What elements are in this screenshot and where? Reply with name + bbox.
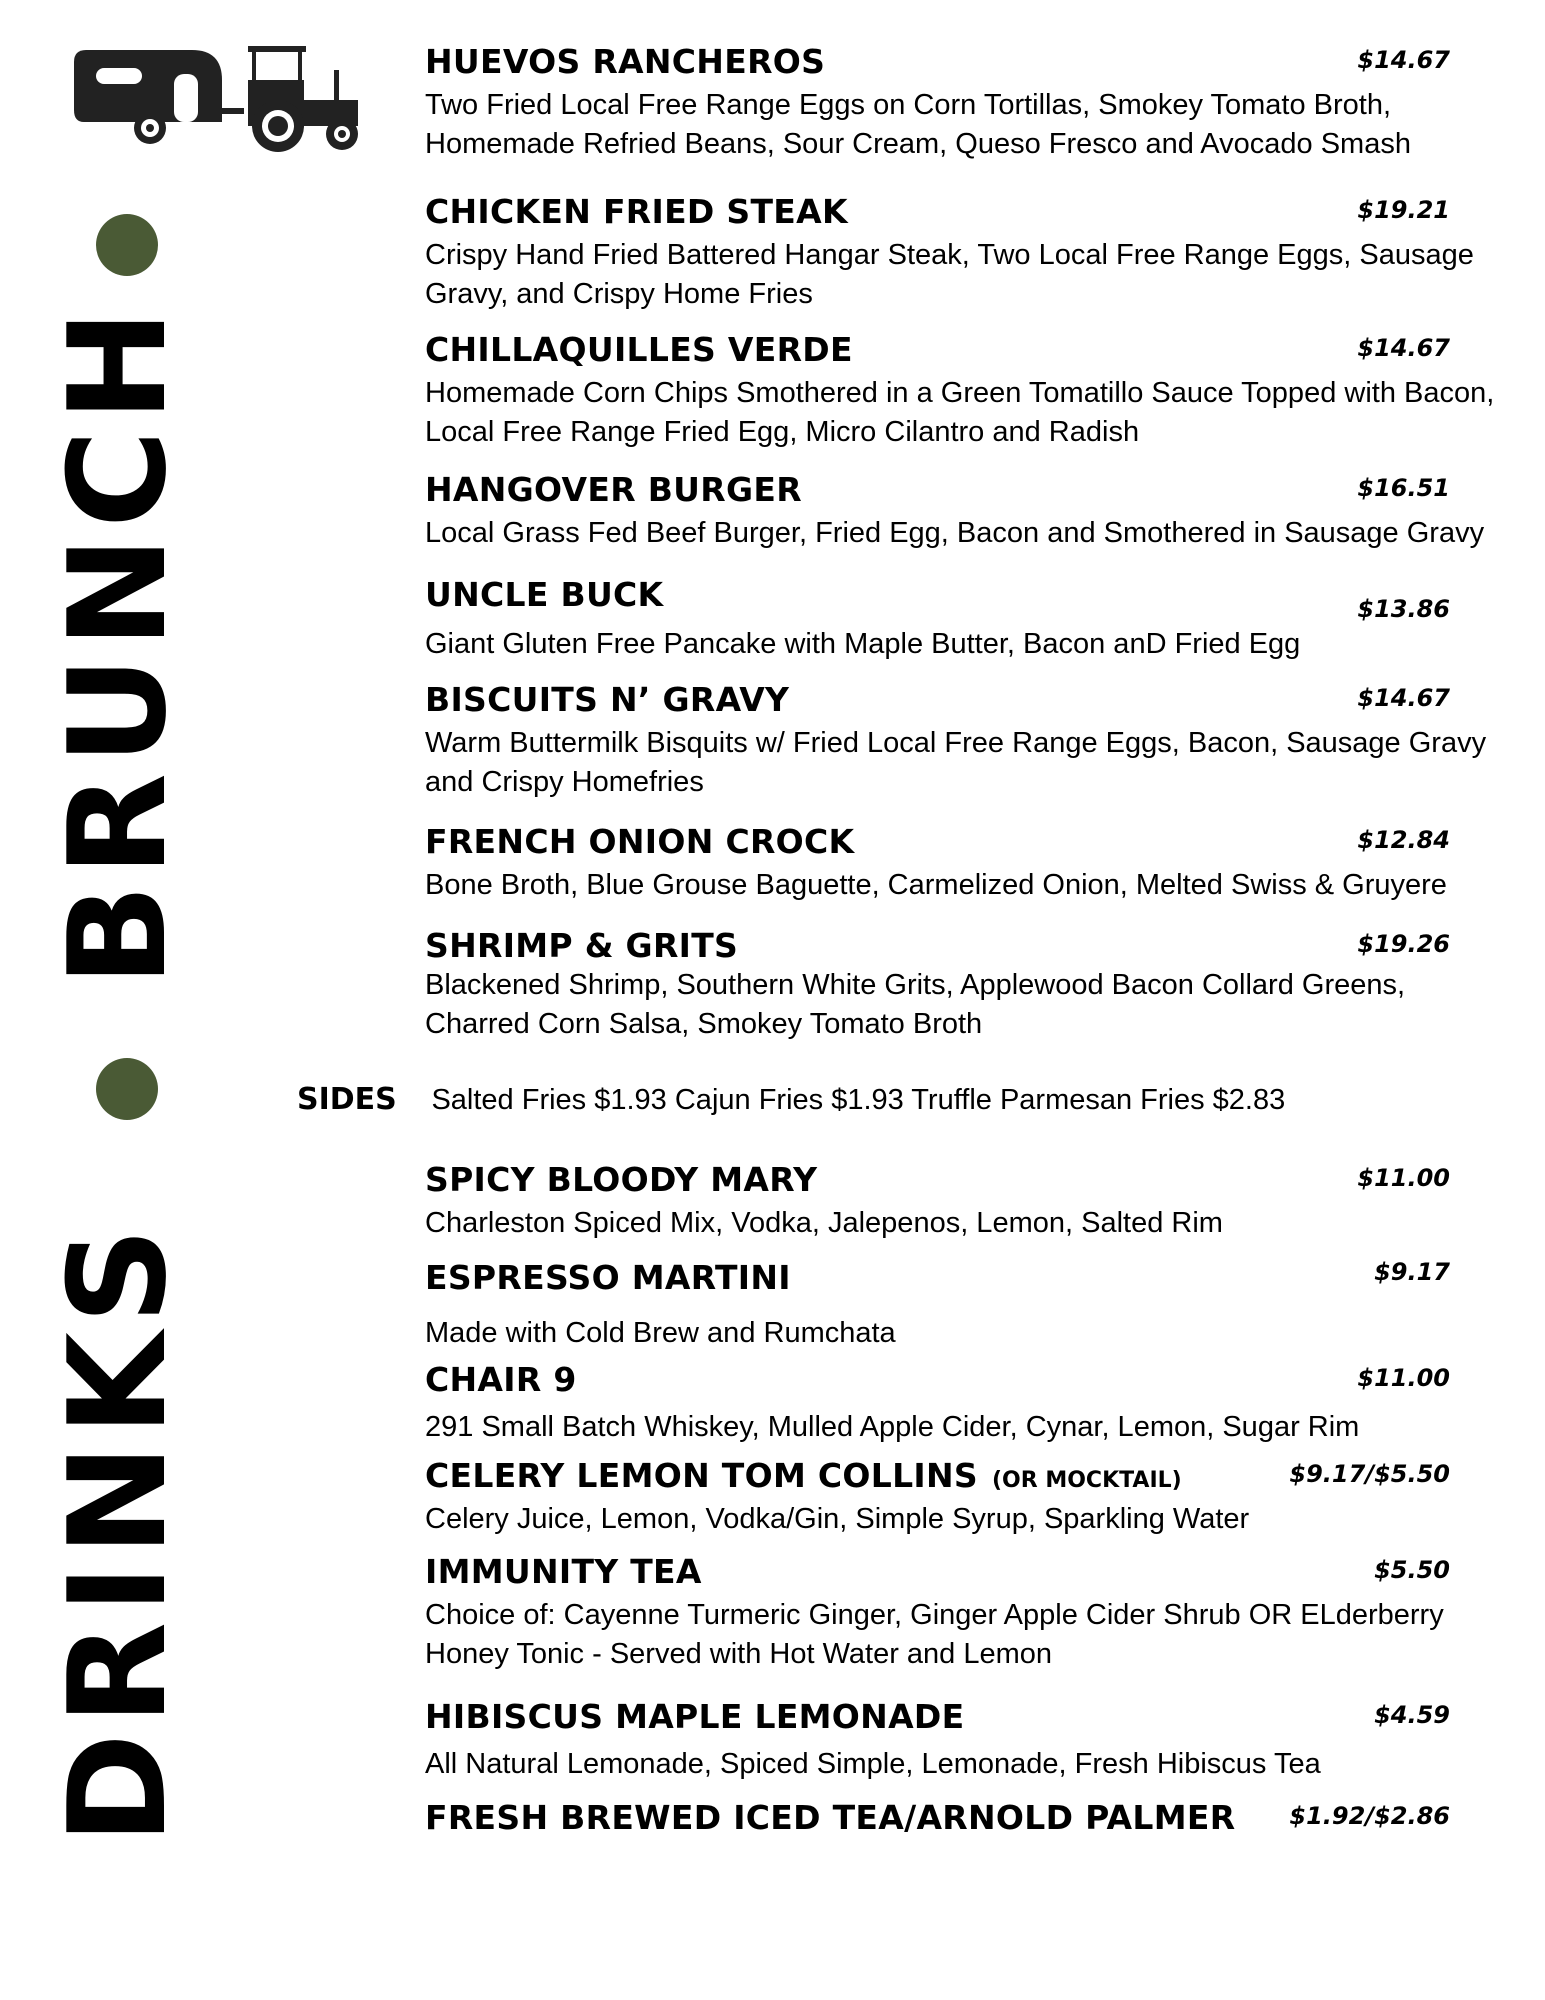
- item-title: BISCUITS N’ GRAVY: [425, 680, 790, 719]
- item-title: CELERY LEMON TOM COLLINS: [425, 1456, 978, 1495]
- item-note: (OR MOCKTAIL): [991, 1468, 1182, 1493]
- camper-tractor-icon: [72, 44, 368, 154]
- item-description: Celery Juice, Lemon, Vodka/Gin, Simple Syrup, Sparkling Water: [425, 1503, 1250, 1535]
- menu-item: [425, 192, 1495, 314]
- item-title: CHICKEN FRIED STEAK: [425, 192, 848, 231]
- menu-item: [425, 1552, 1495, 1674]
- item-description: 291 Small Batch Whiskey, Mulled Apple Cider, Cynar, Lemon, Sugar Rim: [425, 1411, 1360, 1443]
- item-description: Warm Buttermilk Bisquits w/ Fried Local Free Range Eggs, Bacon, Sausage Gravy and Crispy Homefries: [425, 727, 1487, 798]
- item-title: SPICY BLOODY MARY: [425, 1160, 818, 1199]
- tractor-window: [258, 58, 296, 80]
- menu-item: [425, 575, 1495, 664]
- item-title: HUEVOS RANCHEROS: [425, 42, 826, 81]
- item-description: Bone Broth, Blue Grouse Baguette, Carmelized Onion, Melted Swiss & Gruyere: [425, 869, 1447, 901]
- tractor-exhaust: [334, 70, 339, 100]
- item-description: Local Grass Fed Beef Burger, Fried Egg, Bacon and Smothered in Sausage Gravy: [425, 517, 1485, 549]
- camper-window: [96, 68, 142, 84]
- sides-label: SIDES: [297, 1082, 397, 1117]
- item-price: $13.86: [1357, 595, 1450, 623]
- separator-dot-top: [96, 214, 158, 276]
- item-description: Two Fried Local Free Range Eggs on Corn Tortillas, Smokey Tomato Broth, Homemade Refried Beans, Sour Cream, Queso Fresco and Avocado Smash: [425, 89, 1411, 160]
- sides-list: Salted Fries $1.93 Cajun Fries $1.93 Truffle Parmesan Fries $2.83: [431, 1084, 1286, 1116]
- section-word-brunch: BRUNCH: [40, 301, 196, 987]
- item-title: SHRIMP & GRITS: [425, 926, 739, 965]
- menu-item: [425, 1456, 1495, 1539]
- menu-item: [425, 1697, 1495, 1784]
- tractor-roof: [248, 46, 306, 52]
- camper-door: [174, 74, 198, 122]
- item-title: FRENCH ONION CROCK: [425, 822, 855, 861]
- menu-item: [425, 1160, 1495, 1243]
- sides-row: [297, 1082, 1497, 1117]
- item-price: $14.67: [1357, 46, 1450, 74]
- item-description: Giant Gluten Free Pancake with Maple Butter, Bacon anD Fried Egg: [425, 628, 1301, 660]
- item-description: Crispy Hand Fried Battered Hangar Steak, Two Local Free Range Eggs, Sausage Gravy, and Crispy Home Fries: [425, 239, 1474, 310]
- item-title: CHAIR 9: [425, 1360, 577, 1399]
- item-price: $5.50: [1374, 1556, 1450, 1584]
- menu-item: [425, 1360, 1495, 1447]
- camper-body: [74, 50, 222, 122]
- item-title: HIBISCUS MAPLE LEMONADE: [425, 1697, 965, 1736]
- item-price: $14.67: [1357, 684, 1450, 712]
- item-description: Homemade Corn Chips Smothered in a Green Tomatillo Sauce Topped with Bacon, Local Free Range Fried Egg, Micro Cilantro and Radish: [425, 377, 1495, 448]
- item-price: $14.67: [1357, 334, 1450, 362]
- item-title: UNCLE BUCK: [425, 575, 664, 614]
- item-price: $19.26: [1357, 930, 1450, 958]
- item-description: Blackened Shrimp, Southern White Grits, Applewood Bacon Collard Greens, Charred Corn Salsa, Smokey Tomato Broth: [425, 969, 1406, 1040]
- item-title: FRESH BREWED ICED TEA/ARNOLD PALMER: [425, 1798, 1236, 1837]
- item-title: CHILLAQUILLES VERDE: [425, 330, 853, 369]
- menu-item: [425, 1258, 1495, 1353]
- menu-item: [425, 330, 1495, 452]
- item-description: Made with Cold Brew and Rumchata: [425, 1317, 896, 1349]
- menu-item: [425, 822, 1495, 905]
- menu-item: [425, 1798, 1495, 1838]
- item-price: $16.51: [1357, 474, 1450, 502]
- separator-dot-middle: [96, 1058, 158, 1120]
- camper-hitch: [222, 108, 244, 114]
- menu-item: [425, 470, 1495, 553]
- menu-item: [425, 926, 1495, 1044]
- item-price: $11.00: [1357, 1164, 1450, 1192]
- vertical-section-title: [40, 214, 228, 1874]
- section-word-drinks: DRINKS: [40, 1219, 196, 1845]
- item-title: HANGOVER BURGER: [425, 470, 802, 509]
- menu-item: [425, 42, 1495, 164]
- item-price: $19.21: [1357, 196, 1450, 224]
- item-description: Choice of: Cayenne Turmeric Ginger, Ginger Apple Cider Shrub OR ELderberry Honey Tonic - Served with Hot Water and Lemon: [425, 1599, 1444, 1670]
- item-price: $1.92/$2.86: [1289, 1802, 1450, 1830]
- item-description: Charleston Spiced Mix, Vodka, Jalepenos, Lemon, Salted Rim: [425, 1207, 1223, 1239]
- item-price: $12.84: [1357, 826, 1450, 854]
- item-price: $9.17: [1374, 1258, 1450, 1286]
- item-title: ESPRESSO MARTINI: [425, 1258, 791, 1297]
- item-price: $4.59: [1374, 1701, 1450, 1729]
- item-price: $11.00: [1357, 1364, 1450, 1392]
- item-title: IMMUNITY TEA: [425, 1552, 702, 1591]
- item-price: $9.17/$5.50: [1289, 1460, 1450, 1488]
- item-description: All Natural Lemonade, Spiced Simple, Lemonade, Fresh Hibiscus Tea: [425, 1748, 1321, 1780]
- menu-item: [425, 680, 1495, 802]
